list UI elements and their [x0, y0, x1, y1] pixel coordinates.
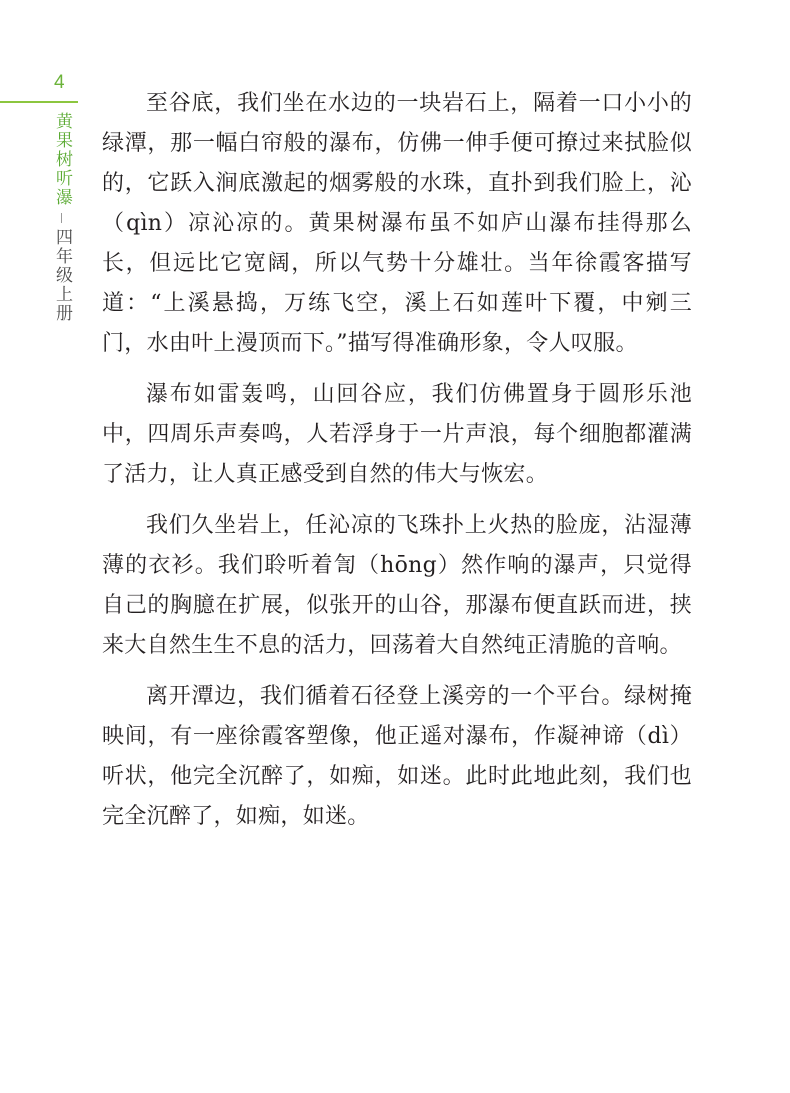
paragraph: 我们久坐岩上，任沁凉的飞珠扑上火热的脸庞，沾湿薄薄的衣衫。我们聆听着訇（hōng）然作响的瀑声，只觉得自己的胸臆在扩展，似张开的山谷，那瀑布便直跃而进，挟来大自然生生不息的活力，回荡着大自然纯正清脆的音响。	[102, 513, 692, 658]
page-number: 4	[54, 72, 65, 93]
article-body	[102, 84, 692, 848]
paragraph: 至谷底，我们坐在水边的一块岩石上，隔着一口小小的绿潭，那一幅白帘般的瀑布，仿佛一伸手便可撩过来拭脸似的，它跃入涧底激起的烟雾般的水珠，直扑到我们脸上，沁（qìn）凉沁凉的。黄果树瀑布虽不如庐山瀑布挂得那么长，但远比它宽阔，所以气势十分雄壮。当年徐霞客描写道：“上溪悬捣，万练飞空，溪上石如莲叶下覆，中剜三门，水由叶上漫顶而下。”描写得准确形象，令人叹服。	[102, 91, 692, 356]
side-divider	[61, 213, 62, 223]
paragraph: 瀑布如雷轰鸣，山回谷应，我们仿佛置身于圆形乐池中，四周乐声奏鸣，人若浮身于一片声浪，每个细胞都灌满了活力，让人真正感受到自然的伟大与恢宏。	[102, 382, 692, 487]
lesson-title: 黄果树听瀑	[52, 112, 72, 207]
paragraph: 离开潭边，我们循着石径登上溪旁的一个平台。绿树掩映间，有一座徐霞客塑像，他正遥对瀑布，作凝神谛（dì）听状，他完全沉醉了，如痴，如迷。此时此地此刻，我们也完全沉醉了，如痴，如迷。	[102, 684, 692, 829]
book-label: 四年级上册	[52, 228, 72, 323]
header-rule	[0, 101, 78, 103]
